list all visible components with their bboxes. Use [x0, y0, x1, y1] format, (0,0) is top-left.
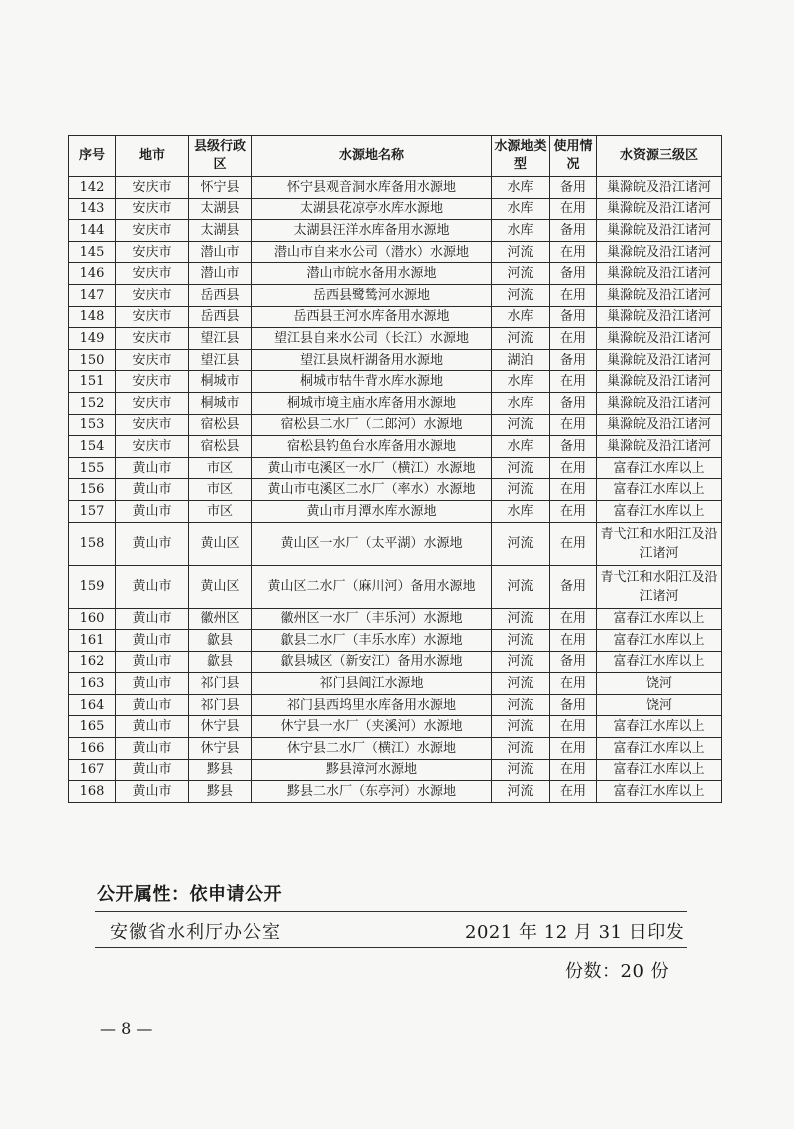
cell-usage: 在用: [550, 479, 597, 501]
table-row: [69, 328, 722, 350]
cell-region: 饶河: [597, 673, 722, 695]
cell-city: 黄山市: [116, 522, 189, 565]
cell-index: 149: [69, 328, 116, 350]
cell-county: 桐城市: [189, 371, 252, 393]
copies-count: 份数：20 份: [565, 961, 670, 982]
table-header-row: [69, 136, 722, 177]
cell-source-name: 祁门县西坞里水库备用水源地: [252, 694, 492, 716]
table-row: [69, 781, 722, 803]
cell-source-type: 水库: [492, 177, 550, 199]
cell-region: 富春江水库以上: [597, 738, 722, 760]
cell-city: 安庆市: [116, 220, 189, 242]
cell-city: 黄山市: [116, 694, 189, 716]
cell-usage: 在用: [550, 457, 597, 479]
cell-index: 147: [69, 284, 116, 306]
cell-index: 145: [69, 241, 116, 263]
cell-county: 望江县: [189, 328, 252, 350]
cell-county: 岳西县: [189, 306, 252, 328]
header-region: 水资源三级区: [597, 136, 722, 177]
header-index: 序号: [69, 136, 116, 177]
table-body: [69, 177, 722, 803]
cell-index: 143: [69, 198, 116, 220]
cell-usage: 备用: [550, 306, 597, 328]
cell-region: 富春江水库以上: [597, 716, 722, 738]
cell-source-name: 祁门县阊江水源地: [252, 673, 492, 695]
table-row: [69, 177, 722, 199]
table-row: [69, 608, 722, 630]
cell-source-type: 河流: [492, 284, 550, 306]
cell-region: 巢滁皖及沿江诸河: [597, 306, 722, 328]
cell-source-type: 河流: [492, 479, 550, 501]
cell-county: 市区: [189, 500, 252, 522]
cell-region: 巢滁皖及沿江诸河: [597, 284, 722, 306]
cell-usage: 在用: [550, 328, 597, 350]
cell-city: 黄山市: [116, 608, 189, 630]
cell-county: 歙县: [189, 651, 252, 673]
water-source-table: [68, 135, 722, 803]
cell-city: 安庆市: [116, 177, 189, 199]
cell-region: 巢滁皖及沿江诸河: [597, 414, 722, 436]
cell-source-name: 黄山区一水厂（太平湖）水源地: [252, 522, 492, 565]
cell-source-type: 河流: [492, 651, 550, 673]
table-row: [69, 479, 722, 501]
cell-city: 安庆市: [116, 306, 189, 328]
header-source-name: 水源地名称: [252, 136, 492, 177]
table-row: [69, 565, 722, 608]
cell-region: 青弋江和水阳江及沿江诸河: [597, 522, 722, 565]
table-row: [69, 414, 722, 436]
cell-source-name: 黄山市月潭水库水源地: [252, 500, 492, 522]
table-row: [69, 220, 722, 242]
cell-county: 怀宁县: [189, 177, 252, 199]
cell-county: 望江县: [189, 349, 252, 371]
cell-source-name: 怀宁县观音洞水库备用水源地: [252, 177, 492, 199]
cell-index: 154: [69, 436, 116, 458]
cell-source-type: 河流: [492, 759, 550, 781]
cell-county: 黟县: [189, 759, 252, 781]
cell-city: 安庆市: [116, 436, 189, 458]
cell-county: 岳西县: [189, 284, 252, 306]
cell-region: 巢滁皖及沿江诸河: [597, 177, 722, 199]
table-row: [69, 241, 722, 263]
cell-city: 黄山市: [116, 651, 189, 673]
cell-source-type: 河流: [492, 673, 550, 695]
page-number: — 8 —: [100, 1019, 153, 1038]
cell-index: 159: [69, 565, 116, 608]
cell-index: 142: [69, 177, 116, 199]
cell-source-name: 休宁县二水厂（横江）水源地: [252, 738, 492, 760]
cell-source-type: 水库: [492, 436, 550, 458]
cell-region: 富春江水库以上: [597, 759, 722, 781]
cell-city: 黄山市: [116, 738, 189, 760]
cell-county: 市区: [189, 479, 252, 501]
cell-region: 巢滁皖及沿江诸河: [597, 220, 722, 242]
table-row: [69, 694, 722, 716]
cell-region: 富春江水库以上: [597, 651, 722, 673]
cell-source-name: 黟县二水厂（东亭河）水源地: [252, 781, 492, 803]
cell-index: 158: [69, 522, 116, 565]
cell-region: 巢滁皖及沿江诸河: [597, 436, 722, 458]
cell-usage: 在用: [550, 522, 597, 565]
cell-city: 黄山市: [116, 781, 189, 803]
cell-usage: 备用: [550, 436, 597, 458]
table-row: [69, 759, 722, 781]
cell-usage: 备用: [550, 220, 597, 242]
cell-usage: 备用: [550, 349, 597, 371]
cell-source-name: 黄山市屯溪区一水厂（横江）水源地: [252, 457, 492, 479]
cell-city: 黄山市: [116, 479, 189, 501]
cell-source-name: 徽州区一水厂（丰乐河）水源地: [252, 608, 492, 630]
table-row: [69, 198, 722, 220]
divider-bottom: [95, 947, 687, 948]
cell-county: 市区: [189, 457, 252, 479]
cell-usage: 在用: [550, 673, 597, 695]
cell-source-name: 休宁县一水厂（夹溪河）水源地: [252, 716, 492, 738]
cell-source-type: 河流: [492, 565, 550, 608]
cell-source-name: 黄山市屯溪区二水厂（率水）水源地: [252, 479, 492, 501]
cell-city: 黄山市: [116, 565, 189, 608]
header-county: 县级行政区: [189, 136, 252, 177]
cell-source-name: 黄山区二水厂（麻川河）备用水源地: [252, 565, 492, 608]
cell-source-name: 潜山市皖水备用水源地: [252, 263, 492, 285]
cell-usage: 备用: [550, 263, 597, 285]
cell-source-type: 河流: [492, 781, 550, 803]
table-row: [69, 457, 722, 479]
cell-city: 黄山市: [116, 673, 189, 695]
cell-index: 164: [69, 694, 116, 716]
cell-region: 富春江水库以上: [597, 781, 722, 803]
cell-source-name: 桐城市境主庙水库备用水源地: [252, 392, 492, 414]
public-attribute: 公开属性：依申请公开: [97, 884, 282, 905]
cell-county: 宿松县: [189, 414, 252, 436]
cell-source-type: 水库: [492, 220, 550, 242]
cell-usage: 在用: [550, 630, 597, 652]
cell-usage: 在用: [550, 500, 597, 522]
cell-region: 巢滁皖及沿江诸河: [597, 392, 722, 414]
cell-source-name: 岳西县鹭鸶河水源地: [252, 284, 492, 306]
cell-county: 黄山区: [189, 565, 252, 608]
cell-city: 安庆市: [116, 198, 189, 220]
cell-source-name: 黟县漳河水源地: [252, 759, 492, 781]
cell-source-type: 河流: [492, 328, 550, 350]
cell-region: 巢滁皖及沿江诸河: [597, 328, 722, 350]
cell-source-type: 水库: [492, 306, 550, 328]
cell-source-name: 岳西县王河水库备用水源地: [252, 306, 492, 328]
cell-source-type: 河流: [492, 608, 550, 630]
cell-index: 152: [69, 392, 116, 414]
cell-city: 黄山市: [116, 500, 189, 522]
cell-county: 宿松县: [189, 436, 252, 458]
cell-source-type: 河流: [492, 241, 550, 263]
table-row: [69, 716, 722, 738]
cell-city: 安庆市: [116, 392, 189, 414]
table-row: [69, 500, 722, 522]
cell-city: 黄山市: [116, 457, 189, 479]
cell-index: 151: [69, 371, 116, 393]
cell-index: 160: [69, 608, 116, 630]
cell-usage: 备用: [550, 392, 597, 414]
header-source-type: 水源地类型: [492, 136, 550, 177]
cell-usage: 在用: [550, 608, 597, 630]
cell-region: 富春江水库以上: [597, 608, 722, 630]
cell-source-name: 太湖县花凉亭水库水源地: [252, 198, 492, 220]
cell-region: 巢滁皖及沿江诸河: [597, 241, 722, 263]
header-city: 地市: [116, 136, 189, 177]
cell-usage: 备用: [550, 565, 597, 608]
table-row: [69, 673, 722, 695]
cell-city: 黄山市: [116, 630, 189, 652]
cell-region: 富春江水库以上: [597, 500, 722, 522]
cell-county: 潜山市: [189, 263, 252, 285]
cell-usage: 在用: [550, 414, 597, 436]
cell-city: 安庆市: [116, 328, 189, 350]
cell-county: 黄山区: [189, 522, 252, 565]
cell-source-name: 望江县岚杆湖备用水源地: [252, 349, 492, 371]
cell-county: 太湖县: [189, 198, 252, 220]
cell-usage: 在用: [550, 198, 597, 220]
cell-usage: 备用: [550, 694, 597, 716]
cell-city: 安庆市: [116, 371, 189, 393]
table-row: [69, 392, 722, 414]
cell-source-name: 歙县城区（新安江）备用水源地: [252, 651, 492, 673]
cell-index: 153: [69, 414, 116, 436]
cell-region: 巢滁皖及沿江诸河: [597, 371, 722, 393]
cell-index: 155: [69, 457, 116, 479]
table-row: [69, 263, 722, 285]
cell-county: 徽州区: [189, 608, 252, 630]
cell-usage: 在用: [550, 716, 597, 738]
issue-date: 2021 年 12 月 31 日印发: [465, 922, 685, 943]
cell-source-type: 河流: [492, 738, 550, 760]
cell-index: 156: [69, 479, 116, 501]
cell-source-type: 湖泊: [492, 349, 550, 371]
cell-source-type: 水库: [492, 500, 550, 522]
cell-city: 安庆市: [116, 241, 189, 263]
cell-region: 青弋江和水阳江及沿江诸河: [597, 565, 722, 608]
cell-source-name: 歙县二水厂（丰乐水库）水源地: [252, 630, 492, 652]
cell-county: 潜山市: [189, 241, 252, 263]
cell-county: 休宁县: [189, 738, 252, 760]
table-row: [69, 630, 722, 652]
cell-region: 富春江水库以上: [597, 479, 722, 501]
cell-index: 146: [69, 263, 116, 285]
cell-region: 巢滁皖及沿江诸河: [597, 263, 722, 285]
cell-source-type: 河流: [492, 263, 550, 285]
cell-county: 祁门县: [189, 694, 252, 716]
cell-city: 安庆市: [116, 263, 189, 285]
table-row: [69, 522, 722, 565]
cell-city: 安庆市: [116, 284, 189, 306]
cell-index: 167: [69, 759, 116, 781]
cell-source-type: 水库: [492, 198, 550, 220]
cell-source-type: 河流: [492, 630, 550, 652]
cell-source-name: 望江县自来水公司（长江）水源地: [252, 328, 492, 350]
cell-index: 157: [69, 500, 116, 522]
cell-usage: 在用: [550, 371, 597, 393]
table-row: [69, 436, 722, 458]
cell-county: 黟县: [189, 781, 252, 803]
cell-source-type: 河流: [492, 716, 550, 738]
cell-source-name: 潜山市自来水公司（潜水）水源地: [252, 241, 492, 263]
table-row: [69, 349, 722, 371]
cell-source-name: 桐城市牯牛背水库水源地: [252, 371, 492, 393]
cell-source-type: 河流: [492, 414, 550, 436]
cell-index: 168: [69, 781, 116, 803]
cell-city: 安庆市: [116, 349, 189, 371]
cell-source-type: 河流: [492, 457, 550, 479]
cell-source-name: 太湖县汪洋水库备用水源地: [252, 220, 492, 242]
cell-index: 148: [69, 306, 116, 328]
cell-usage: 在用: [550, 759, 597, 781]
cell-county: 歙县: [189, 630, 252, 652]
cell-region: 巢滁皖及沿江诸河: [597, 198, 722, 220]
table-row: [69, 284, 722, 306]
cell-city: 黄山市: [116, 759, 189, 781]
cell-city: 黄山市: [116, 716, 189, 738]
cell-region: 巢滁皖及沿江诸河: [597, 349, 722, 371]
cell-source-name: 宿松县钓鱼台水库备用水源地: [252, 436, 492, 458]
cell-usage: 在用: [550, 738, 597, 760]
cell-county: 休宁县: [189, 716, 252, 738]
cell-source-type: 河流: [492, 694, 550, 716]
cell-usage: 备用: [550, 651, 597, 673]
cell-source-name: 宿松县二水厂（二郎河）水源地: [252, 414, 492, 436]
cell-county: 祁门县: [189, 673, 252, 695]
cell-county: 太湖县: [189, 220, 252, 242]
cell-usage: 备用: [550, 177, 597, 199]
cell-index: 163: [69, 673, 116, 695]
cell-region: 富春江水库以上: [597, 630, 722, 652]
cell-source-type: 水库: [492, 371, 550, 393]
table-row: [69, 651, 722, 673]
cell-usage: 在用: [550, 781, 597, 803]
cell-source-type: 水库: [492, 392, 550, 414]
table-row: [69, 306, 722, 328]
cell-county: 桐城市: [189, 392, 252, 414]
issuer: 安徽省水利厅办公室: [110, 922, 281, 943]
divider-top: [95, 911, 687, 912]
cell-index: 162: [69, 651, 116, 673]
table-row: [69, 371, 722, 393]
cell-index: 150: [69, 349, 116, 371]
cell-index: 166: [69, 738, 116, 760]
table-row: [69, 738, 722, 760]
cell-index: 165: [69, 716, 116, 738]
cell-region: 富春江水库以上: [597, 457, 722, 479]
cell-usage: 在用: [550, 241, 597, 263]
cell-index: 144: [69, 220, 116, 242]
cell-usage: 在用: [550, 284, 597, 306]
cell-city: 安庆市: [116, 414, 189, 436]
header-usage: 使用情况: [550, 136, 597, 177]
cell-source-type: 河流: [492, 522, 550, 565]
cell-index: 161: [69, 630, 116, 652]
cell-region: 饶河: [597, 694, 722, 716]
